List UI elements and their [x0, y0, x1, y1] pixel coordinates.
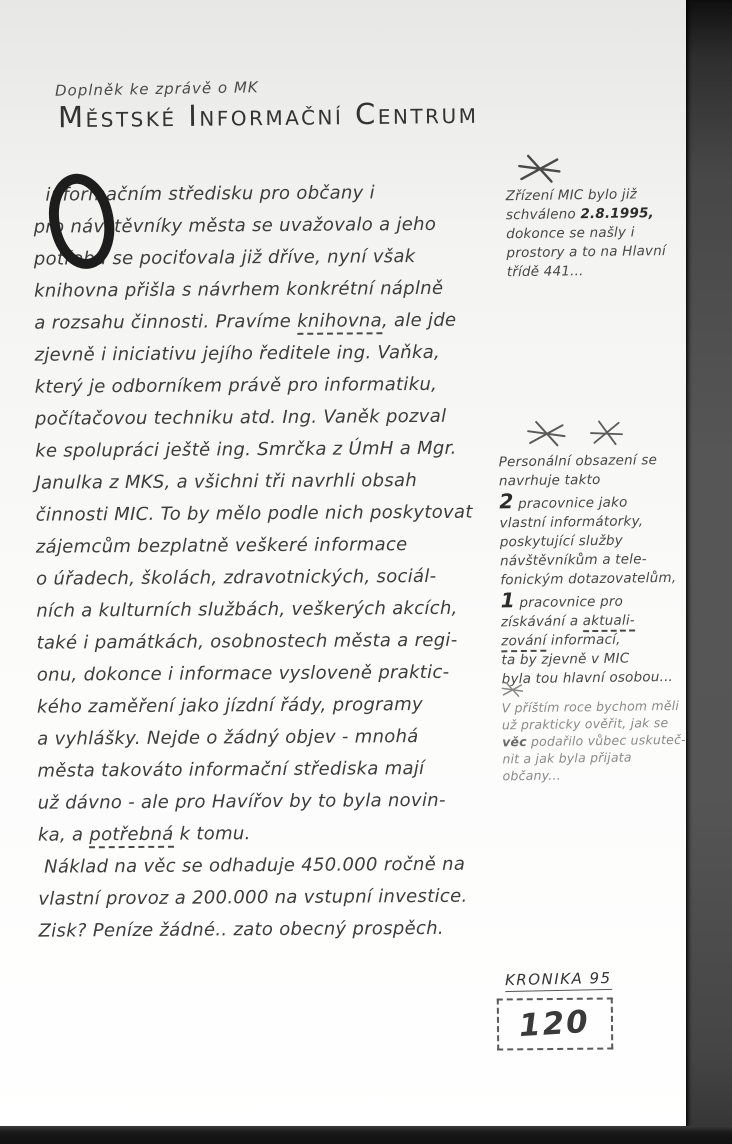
star-row [526, 417, 688, 453]
text-line [37, 720, 515, 755]
text-segment: poskytující služby [499, 532, 624, 551]
text-line [38, 848, 516, 883]
text-line [38, 816, 516, 851]
text-segment: navrhuje takto [498, 471, 601, 490]
text-line [499, 489, 689, 515]
text-segment: vlastní provoz a 200.000 na vstupní investice. [38, 885, 468, 910]
text-line [38, 912, 516, 947]
text-line [37, 688, 515, 723]
text-segment: ních a kulturních službách, veškerých akcích, [36, 597, 458, 622]
text-segment: , ale jde [381, 309, 457, 332]
text-segment: činnosti MIC. To by mělo podle nich poskytovat [35, 501, 473, 526]
star-mark-icon [501, 681, 523, 698]
text-segment: zjevně i iniciativu jejího ředitele ing. Vaňka, [34, 341, 441, 366]
text-segment: zování [501, 633, 546, 653]
text-segment: knihovna [297, 310, 382, 335]
text-line [503, 765, 699, 785]
text-line [34, 272, 512, 307]
text-line [35, 400, 513, 435]
text-line [507, 261, 685, 282]
text-segment: schváleno [505, 206, 581, 224]
text-segment: pracovnice pro [514, 593, 624, 612]
text-segment: už dávno - ale pro Havířov by to byla novin- [37, 789, 446, 814]
text-segment: počítačovou techniku atd. Ing. Vaněk pozval [34, 405, 447, 430]
main-text [33, 176, 516, 947]
text-segment: a rozsahu činnosti. Pravíme [34, 310, 298, 334]
text-segment: zájemcům bezplatně veškeré informace [35, 534, 408, 558]
text-segment: potřebná [89, 824, 173, 849]
text-line [36, 592, 514, 627]
text-segment: podařilo vůbec uskuteč- [526, 731, 686, 750]
text-segment: 1 [500, 588, 516, 613]
chronicle-label: KRONIKA 95 [505, 969, 612, 992]
text-line [37, 752, 515, 787]
scan-edge-right [686, 0, 732, 1144]
text-segment: města takováto informační střediska mají [37, 757, 425, 782]
page-title: Městské Informační Centrum [57, 95, 479, 135]
dropcap-o-icon [29, 171, 134, 272]
text-segment: ke spolupráci ještě ing. Smrčka z ÚmH a Mgr. [35, 437, 457, 462]
text-line [34, 336, 512, 371]
text-line [36, 528, 514, 563]
text-segment: k tomu. [173, 823, 251, 845]
text-line [36, 560, 514, 595]
star-mark-icon [589, 418, 625, 448]
note-text [502, 697, 699, 785]
text-segment: byla tou hlavní osobou... [501, 668, 674, 688]
text-segment: aktuali- [583, 612, 635, 632]
text-segment: také i památkách, osobnostech města a regi- [36, 629, 458, 654]
header-note: Doplněk ke zprávě o MK [54, 78, 259, 100]
text-segment: 2 [499, 489, 514, 514]
text-segment: Zisk? Peníze žádné.. zato obecný prospěch. [38, 917, 444, 942]
text-segment: který je odborníkem právě pro informatiku, [34, 373, 438, 398]
star-mark-icon [517, 152, 561, 185]
text-segment: informačním středisku pro občany i [45, 182, 375, 206]
page-number: 120 [517, 1003, 591, 1045]
text-segment: potřeba se pociťovala již dříve, nyní však [33, 246, 416, 270]
text-line [506, 185, 684, 206]
text-line [36, 496, 514, 531]
text-line [502, 731, 698, 751]
text-segment: ta by zjevně v MIC [501, 650, 630, 669]
margin-note-next-year [501, 677, 698, 785]
text-line [34, 304, 512, 339]
text-segment: třídě 441... [506, 263, 584, 281]
text-segment: V příštím roce bychom měli [501, 697, 680, 716]
margin-note-staffing [498, 417, 692, 690]
margin-note-establishment [505, 151, 685, 282]
text-line [500, 569, 690, 591]
text-line [35, 464, 513, 499]
text-segment: Personální obsazení se [498, 452, 658, 471]
text-segment: fonickým dotazovatelům, [500, 569, 677, 589]
text-segment: návštěvníkům a tele- [499, 551, 647, 570]
text-line [502, 697, 698, 717]
text-segment: dokonce se našly i [506, 224, 635, 243]
text-segment: vlastní informátorky, [499, 513, 644, 532]
text-segment: Náklad na věc se odhaduje 450.000 ročně na [38, 853, 466, 878]
text-line [506, 223, 684, 244]
text-line [37, 656, 515, 691]
text-line [506, 242, 684, 263]
text-segment: 2.8.1995, [580, 205, 655, 223]
text-segment: Janulka z MKS, a všichni tři navrhli obsah [35, 470, 418, 494]
text-segment: onu, dokonce i informace vysloveně praktic- [36, 661, 450, 686]
text-line [38, 880, 516, 915]
text-segment: věc [502, 734, 527, 750]
text-segment: pro návštěvníky města se uvažovalo a jeho [33, 213, 437, 238]
text-line [35, 432, 513, 467]
text-line [506, 204, 684, 225]
text-segment: a vyhlášky. Nejde o žádný objev - mnohá [37, 726, 419, 750]
text-segment: o úřadech, školách, zdravotnických, sociál- [36, 565, 437, 590]
text-segment: pracovnice jako [513, 494, 628, 513]
text-segment: nit a jak byla přijata [502, 749, 632, 767]
text-line [36, 624, 514, 659]
text-segment: Zřízení MIC bylo již [505, 186, 638, 205]
text-line [38, 784, 516, 819]
page-number-box [497, 997, 613, 1050]
text-line [501, 588, 691, 614]
scan-edge-bottom [0, 1126, 732, 1144]
star-row [517, 151, 683, 187]
text-segment: kého zaměření jako jízdní řády, programy [36, 693, 424, 718]
note-text [499, 451, 692, 690]
text-segment: ka, a [37, 824, 90, 846]
text-segment: získávání a [500, 613, 583, 631]
text-segment: knihovna přišla s návrhem konkrétní náplně [34, 277, 444, 302]
text-segment: už prakticky ověřit, jak se [501, 715, 669, 733]
text-segment: prostory a to na Hlavní [506, 243, 667, 262]
text-line [35, 368, 513, 403]
star-mark-icon [526, 418, 566, 449]
note-text [506, 185, 685, 282]
text-segment: občany... [502, 767, 561, 784]
text-segment: informací, [546, 631, 621, 649]
